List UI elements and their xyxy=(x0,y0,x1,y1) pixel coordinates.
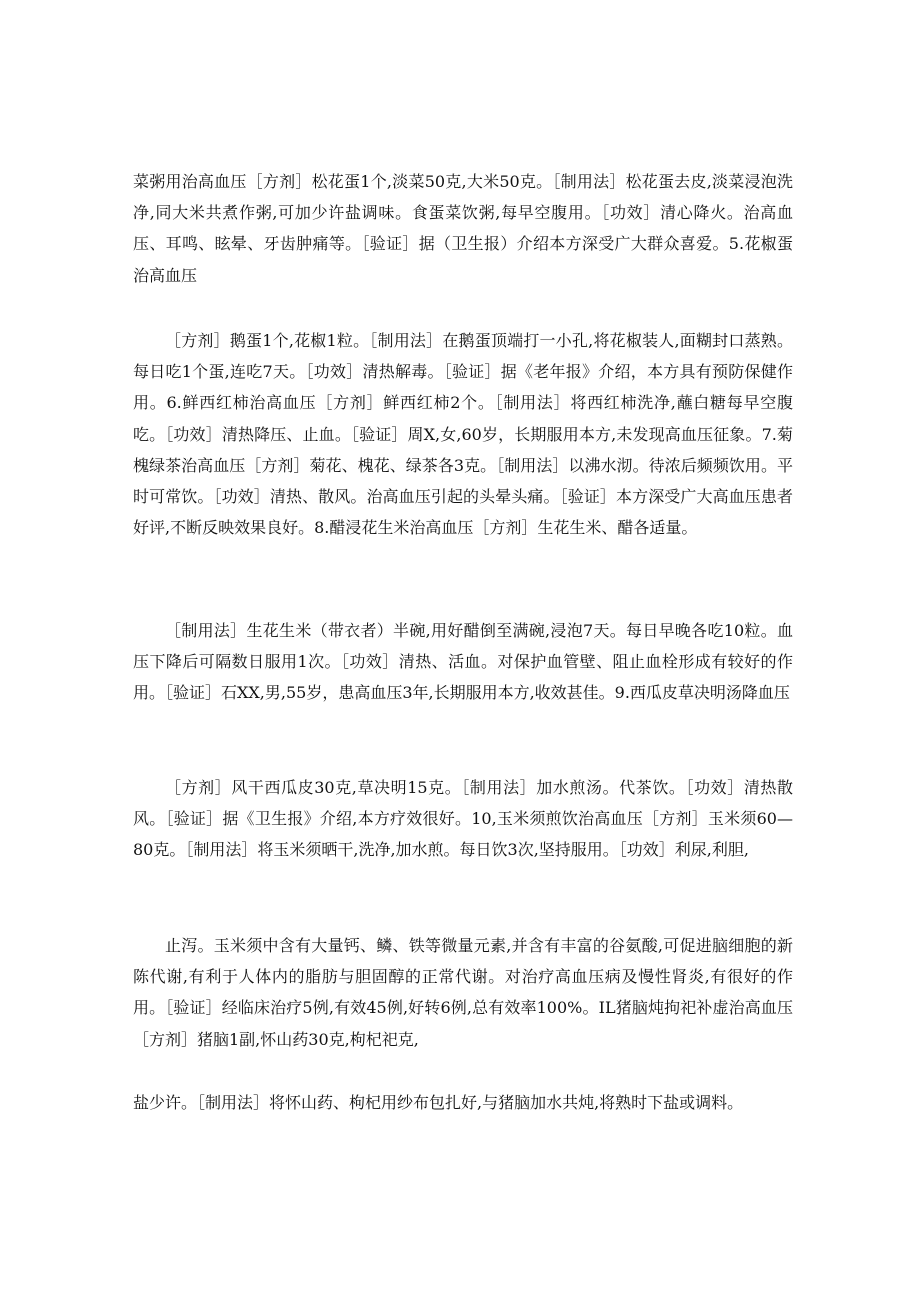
paragraph-2: ［方剂］鹅蛋1个,花椒1粒。［制用法］在鹅蛋顶端打一小孔,将花椒装人,面糊封口蒸熟。每日吃1个蛋,连吃7天。［功效］清热解毒。［验证］据《老年报》介绍，本方具有预防保健作用。6.鲜西红柿治高血压［方剂］鲜西红柿2个。［制用法］将西红柿洗净,蘸白糖每早空腹吃。［功效］清热降压、止血。［验证］周X,女,60岁，长期服用本方,未发现高血压征象。7.菊槐绿茶治高血压［方剂］菊花、槐花、绿茶各3克。［制用法］以沸水沏。待浓后频频饮用。平时可常饮。［功效］清热、散风。治高血压引起的头晕头痛。［验证］本方深受广大高血压患者好评,不断反映效果良好。8.醋浸花生米治高血压［方剂］生花生米、醋各适量。 xyxy=(133,331,793,538)
paragraph-5: 止泻。玉米须中含有大量钙、鳞、铁等微量元素,并含有丰富的谷氨酸,可促进脑细胞的新陈代谢,有利于人体内的脂肪与胆固醇的正常代谢。对治疗高血压病及慢性肾炎,有很好的作用。［验证］经临床治疗5例,有效45例,好转6例,总有效率100%。IL猪脑炖拘祀补虚治高血压［方剂］猪脑1副,怀山药30克,枸杞祀克, xyxy=(133,936,793,1049)
paragraph-6: 盐少许。［制用法］将怀山药、枸杞用纱布包扎好,与猪脑加水共炖,将熟时下盐或调料。 xyxy=(133,1093,744,1112)
paragraph-1: 菜粥用治高血压［方剂］松花蛋1个,淡菜50克,大米50克。［制用法］松花蛋去皮,淡菜浸泡洗净,同大米共煮作粥,可加少许盐调味。食蛋菜饮粥,每早空腹用。［功效］清心降火。治高血压、耳鸣、眩晕、牙齿肿痛等。［验证］据（卫生报）介绍本方深受广大群众喜爱。5.花椒蛋治高血压 xyxy=(133,172,793,285)
paragraph-3: ［制用法］生花生米（带衣者）半碗,用好醋倒至满碗,浸泡7天。每日早晚各吃10粒。血压下降后可隔数日服用1次。［功效］清热、活血。对保护血管壁、阻止血栓形成有较好的作用。［验证］石XX,男,55岁，患高血压3年,长期服用本方,收效甚佳。9.西瓜皮草决明汤降血压 xyxy=(133,621,793,703)
paragraph-4: ［方剂］风干西瓜皮30克,草决明15克。［制用法］加水煎汤。代茶饮。［功效］清热散风。［验证］据《卫生报》介绍,本方疗效很好。10,玉米须煎饮治高血压［方剂］玉米须60—80克。［制用法］将玉米须晒干,洗净,加水煎。每日饮3次,坚持服用。［功效］利尿,利胆, xyxy=(133,778,793,860)
